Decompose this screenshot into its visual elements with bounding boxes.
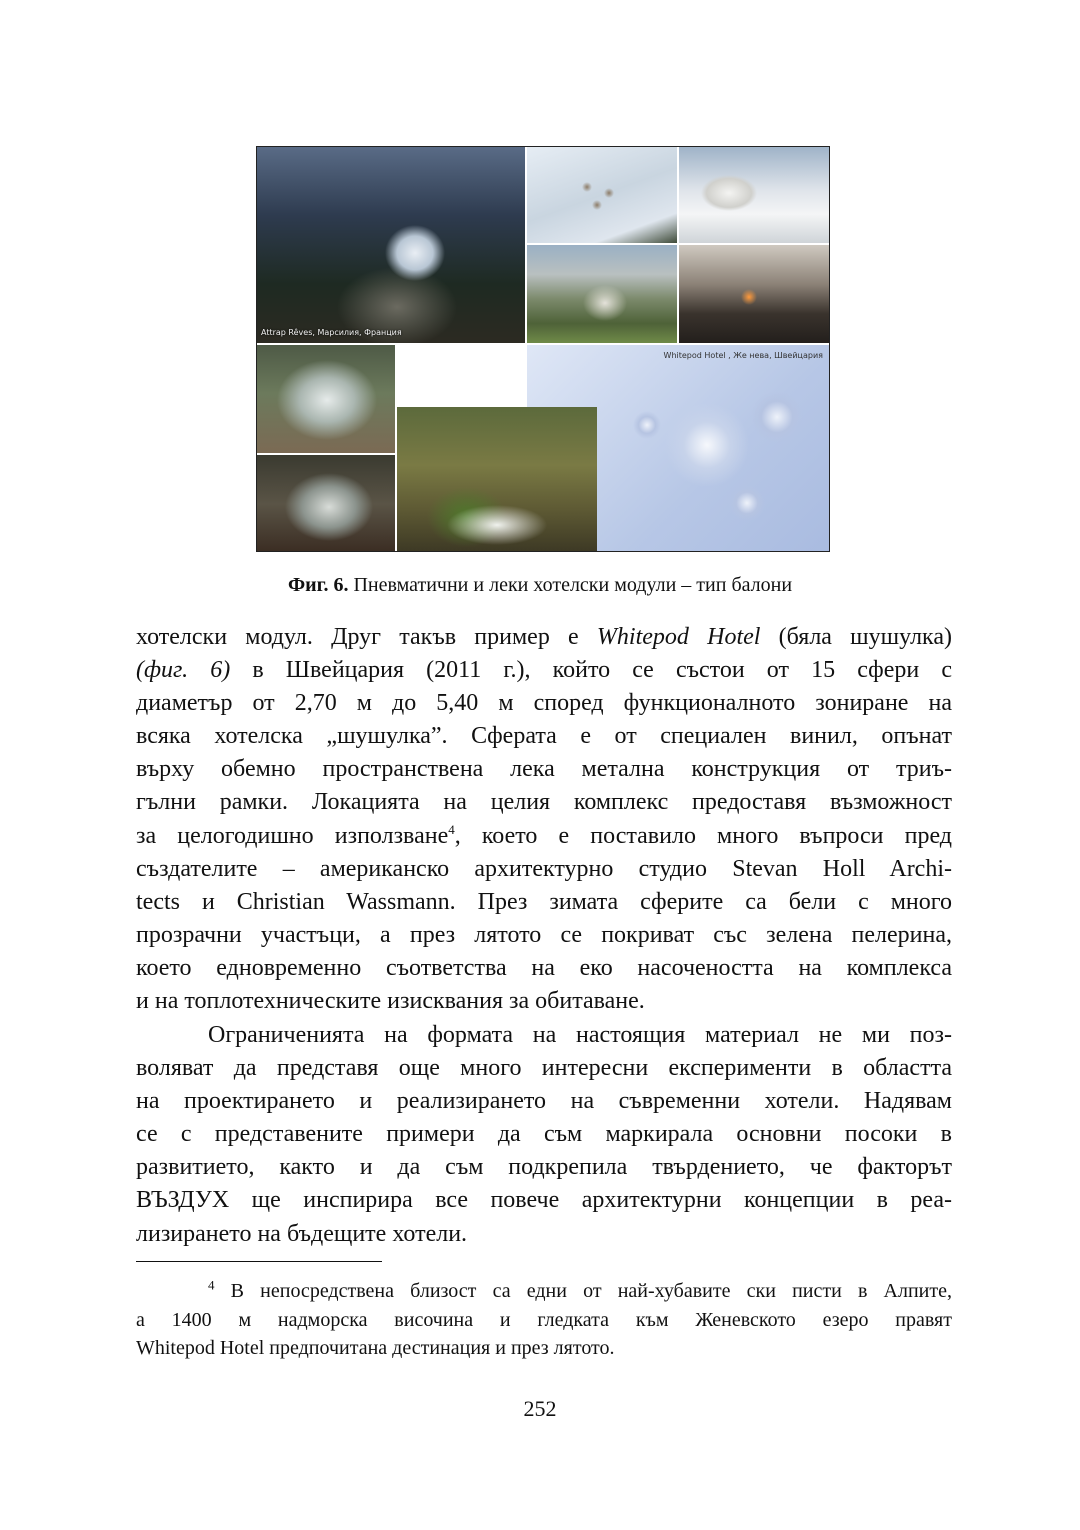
text-line: Ограниченията на формата на настоящия материал не ми поз- xyxy=(208,1022,952,1048)
text-run: за целогодишно използване xyxy=(136,822,449,849)
text-run: в Швейцария (2011 г.), който се състои от 15 сфери с xyxy=(230,657,952,684)
text-line: tects и Christian Wassmann. През зимата сферите са бели с много xyxy=(136,888,952,915)
photo-summer-domes xyxy=(527,245,677,343)
text-line xyxy=(136,820,952,853)
footnote-divider xyxy=(136,1261,382,1262)
text-line: лизирането на бъдещите хотели. xyxy=(136,1220,468,1247)
text-line: създателите – американско архитектурно студио Stevan Holl Archi- xyxy=(136,855,952,882)
footnote-ref: 4 xyxy=(448,821,455,837)
text-line: гълни рамки. Локацията на целия комплекс предоставя възможност xyxy=(136,789,952,816)
figure-caption-text: Пневматични и леки хотелски модули – тип балони xyxy=(348,574,793,596)
text-run: хотелски модул. Друг такъв пример е xyxy=(136,624,597,650)
text-line: ВЪЗДУХ ще инспирира все повече архитектурни концепции в реа- xyxy=(136,1187,952,1214)
text-run: , което е поставило много въпроси пред xyxy=(454,822,953,849)
text-run: (бяла шушулка) xyxy=(760,624,952,650)
text-run: В непосредствена близост са едни от най-хубавите ски писти в Алпите, xyxy=(214,1280,952,1302)
photo-snow-pods xyxy=(527,147,677,243)
photo-bubble-interior xyxy=(257,455,395,552)
footnote-line: а 1400 м надморска височина и гледката към Женевското езеро правят xyxy=(136,1308,952,1331)
figure-caption-label: Фиг. 6. xyxy=(287,574,349,596)
page-number: 252 xyxy=(523,1396,557,1421)
text-line xyxy=(136,621,952,654)
photo-dome-interior xyxy=(679,245,830,343)
text-run-italic: (фиг. 6) xyxy=(136,657,231,684)
footnote xyxy=(136,1277,952,1363)
figure-caption xyxy=(0,572,1080,598)
footnote-mark: 4 xyxy=(208,1277,215,1293)
text-line: и на топлотехническите изисквания за обитаване. xyxy=(136,988,645,1015)
footnote-line: Whitepod Hotel предпочитана дестинация и през лятото. xyxy=(136,1337,615,1359)
text-line: върху обемно пространствена лека метална конструкция от триъ- xyxy=(136,756,952,783)
photo-caption-attrap: Attrap Rêves, Марсилия, Франция xyxy=(261,328,402,337)
paragraph-1 xyxy=(136,621,952,1018)
paragraph-2 xyxy=(136,1019,952,1251)
text-line: се с представените примери да съм маркирала основни посоки в xyxy=(136,1121,952,1148)
text-line: което едновременно съответства на еко насочеността на комплекса xyxy=(136,954,952,981)
text-line: развитието, както и да съм подкрепила твърдението, че факторът xyxy=(136,1154,952,1181)
text-line: всяка хотелска „шушулка”. Сферата е от специален винил, опънат xyxy=(136,723,952,750)
text-run-italic: Whitepod Hotel xyxy=(596,624,761,650)
footnote-line xyxy=(136,1277,952,1306)
photo-bubble-forest xyxy=(257,147,525,343)
text-line: на проектирането и реализирането на съвременни хотели. Надявам xyxy=(136,1088,952,1115)
photo-caption-whitepod: Whitepod Hotel , Же нева, Швейцария xyxy=(663,351,823,360)
photo-garden-bed xyxy=(397,407,597,552)
text-line: прозрачни участъци, а през лятото се покриват със зелена пелерина, xyxy=(136,921,952,948)
photo-bubble-tent xyxy=(257,345,395,453)
photo-snow-dome xyxy=(679,147,830,243)
figure-collage xyxy=(256,146,830,552)
text-line: воляват да представя още много интересни експерименти в областта xyxy=(136,1055,952,1082)
text-line xyxy=(136,654,952,687)
text-line: диаметър от 2,70 м до 5,40 м според функционалното зониране на xyxy=(136,690,952,717)
